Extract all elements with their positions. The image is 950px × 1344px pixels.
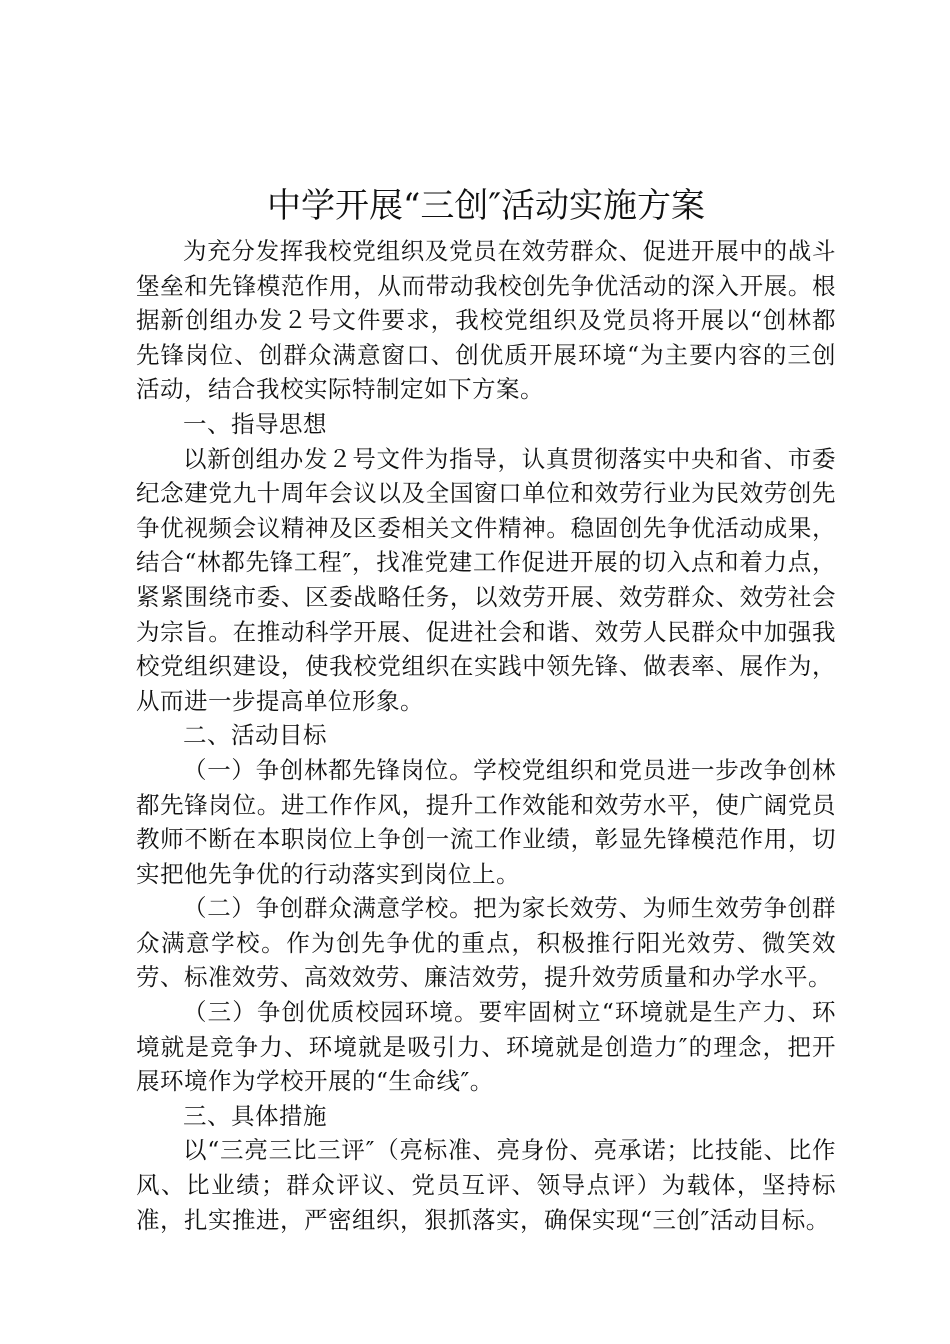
goal-item-1: （一）争创林都先锋岗位。学校党组织和党员进一步改争创林都先锋岗位。进工作作风，提升工作效能和效劳水平，使广阔党员教师不断在本职岗位上争创一流工作业绩，彰显先锋模范作用，切实把他先争优的行动落实到岗位上。 — [136, 755, 836, 888]
goal-item-2: （二）争创群众满意学校。把为家长效劳、为师生效劳争创群众满意学校。作为创先争优的重点，积极推行阳光效劳、微笑效劳、标准效劳、高效效劳、廉洁效劳，提升效劳质量和办学水平。 — [136, 894, 836, 992]
goal-item-3: （三）争创优质校园环境。要牢固树立“环境就是生产力、环境就是竞争力、环境就是吸引力、环境就是创造力″的理念，把开展环境作为学校开展的“生命线″。 — [136, 998, 836, 1096]
section-heading-guiding-ideology: 一、指导思想 — [183, 409, 327, 438]
specific-measures-paragraph: 以“三亮三比三评″（亮标准、亮身份、亮承诺；比技能、比作风、比业绩；群众评议、党员互评、领导点评）为载体，坚持标准，扎实推进，严密组织，狠抓落实，确保实现“三创″活动目标。 — [136, 1136, 836, 1234]
section-heading-specific-measures: 三、具体措施 — [183, 1101, 327, 1130]
document-page — [136, 182, 836, 1237]
intro-paragraph: 为充分发挥我校党组织及党员在效劳群众、促进开展中的战斗堡垒和先锋模范作用，从而带动我校创先争优活动的深入开展。根据新创组办发２号文件要求，我校党组织及党员将开展以“创林都先锋岗位、创群众满意窗口、创优质开展环境“为主要内容的三创活动，结合我校实际特制定如下方案。 — [136, 237, 836, 404]
section-heading-activity-goals: 二、活动目标 — [183, 721, 327, 750]
document-title: 中学开展“三创″活动实施方案 — [266, 186, 706, 226]
guiding-ideology-paragraph: 以新创组办发２号文件为指导，认真贯彻落实中央和省、市委纪念建党九十周年会议以及全国窗口单位和效劳行业为民效劳创先争优视频会议精神及区委相关文件精神。稳固创先争优活动成果，结合“林都先锋工程″，找准党建工作促进开展的切入点和着力点，紧紧围绕市委、区委战略任务，以效劳开展、效劳群众、效劳社会为宗旨。在推动科学开展、促进社会和谐、效劳人民群众中加强我校党组织建设，使我校党组织在实践中领先锋、做表率、展作为，从而进一步提高单位形象。 — [136, 444, 836, 715]
